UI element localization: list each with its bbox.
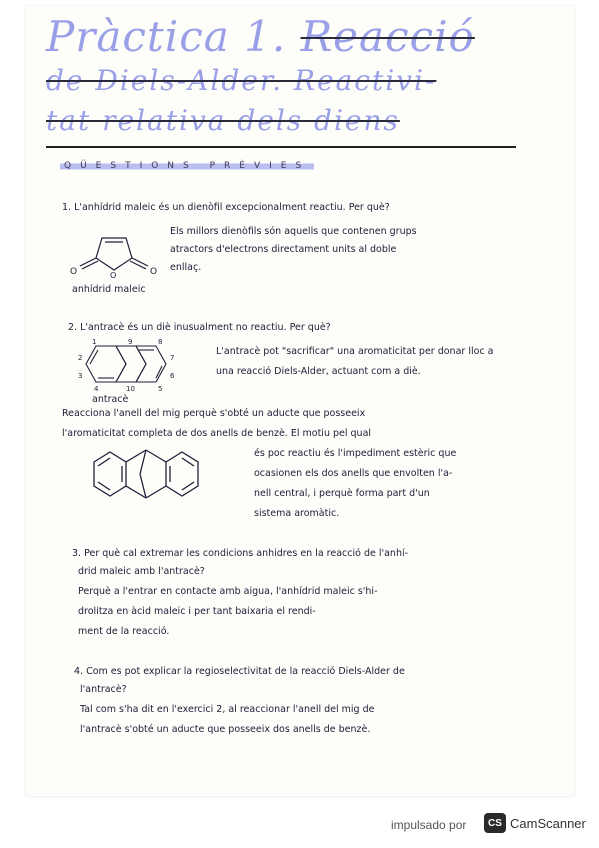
atom-4: 4	[94, 385, 99, 393]
maleic-anhydride-structure	[68, 228, 164, 282]
question-1: 1. L'anhídrid maleic és un dienòfil excepcionalment reactiu. Per què?	[62, 202, 390, 213]
answer-2-line-4: l'aromaticitat completa de dos anells de benzè. El motiu pel qual	[62, 428, 372, 439]
answer-1-line-1: Els millors dienòfils són aquells que contenen grups	[170, 226, 417, 237]
title-struck-word: Reacció	[300, 12, 475, 61]
answer-3-line-3: ment de la reacció.	[78, 626, 170, 637]
svg-text:O: O	[70, 267, 78, 277]
question-4: 4. Com es pot explicar la regioselectivitat de la reacció Diels-Alder de	[74, 666, 405, 677]
title-underline	[46, 146, 516, 148]
atom-9: 9	[128, 338, 133, 346]
answer-2-line-1: L'antracè pot "sacrificar" una aromaticitat per donar lloc a	[216, 346, 494, 357]
atom-5: 5	[158, 385, 163, 393]
section-heading: QÜESTIONS PRÈVIES	[60, 160, 314, 172]
answer-2-line-3: Reacciona l'anell del mig perquè s'obté un aducte que posseeix	[62, 408, 366, 419]
question-3: 3. Per què cal extremar les condicions anhidres en la reacció de l'anhí-	[72, 548, 409, 559]
anthracene-structure	[74, 338, 208, 394]
answer-2-line-8: sistema aromàtic.	[254, 508, 340, 519]
atom-6: 6	[170, 372, 175, 380]
anthracene-label: antracè	[92, 394, 129, 405]
atom-7: 7	[170, 354, 175, 362]
answer-2-line-5: és poc reactiu és l'impediment estèric que	[254, 448, 457, 459]
atom-3: 3	[78, 372, 83, 380]
title-main: Pràctica 1.	[46, 12, 287, 61]
atom-8: 8	[158, 338, 163, 346]
svg-text:O: O	[150, 267, 158, 277]
atom-1: 1	[92, 338, 97, 346]
answer-2-line-7: nell central, i perquè forma part d'un	[254, 488, 430, 499]
camscanner-logo-icon: CS	[484, 813, 506, 833]
camscanner-brand: CamScanner	[510, 816, 586, 831]
title-line-3: tat relativa dels diens	[46, 104, 400, 137]
answer-2-line-6: ocasionen els dos anells que envolten l'a-	[254, 468, 453, 479]
anthracene-adduct-structure	[82, 440, 210, 512]
answer-3-line-2: drolitza en àcid maleic i per tant baixaria el rendi-	[78, 606, 316, 617]
question-3-cont: drid maleic amb l'antracè?	[78, 566, 205, 577]
title-line-1	[46, 12, 475, 61]
maleic-anhydride-label: anhídrid maleic	[72, 284, 146, 295]
answer-1-line-3: enllaç.	[170, 262, 202, 273]
answer-1-line-2: atractors d'electrons directament units al doble	[170, 244, 397, 255]
title-line-2: de Diels-Alder. Reactivi-	[46, 64, 437, 97]
answer-2-line-2: una reacció Diels-Alder, actuant com a diè.	[216, 366, 421, 377]
atom-2: 2	[78, 354, 83, 362]
footer-powered-by: impulsado por	[391, 818, 467, 832]
question-4-cont: l'antracè?	[80, 684, 127, 695]
answer-4-line-2: l'antracè s'obté un aducte que posseeix dos anells de benzè.	[80, 724, 371, 735]
svg-text:O: O	[110, 271, 117, 280]
question-2: 2. L'antracè és un diè inusualment no reactiu. Per què?	[68, 322, 331, 333]
answer-3-line-1: Perquè a l'entrar en contacte amb aigua, l'anhídrid maleic s'hi-	[78, 586, 378, 597]
answer-4-line-1: Tal com s'ha dit en l'exercici 2, al reaccionar l'anell del mig de	[80, 704, 375, 715]
atom-10: 10	[126, 385, 135, 393]
